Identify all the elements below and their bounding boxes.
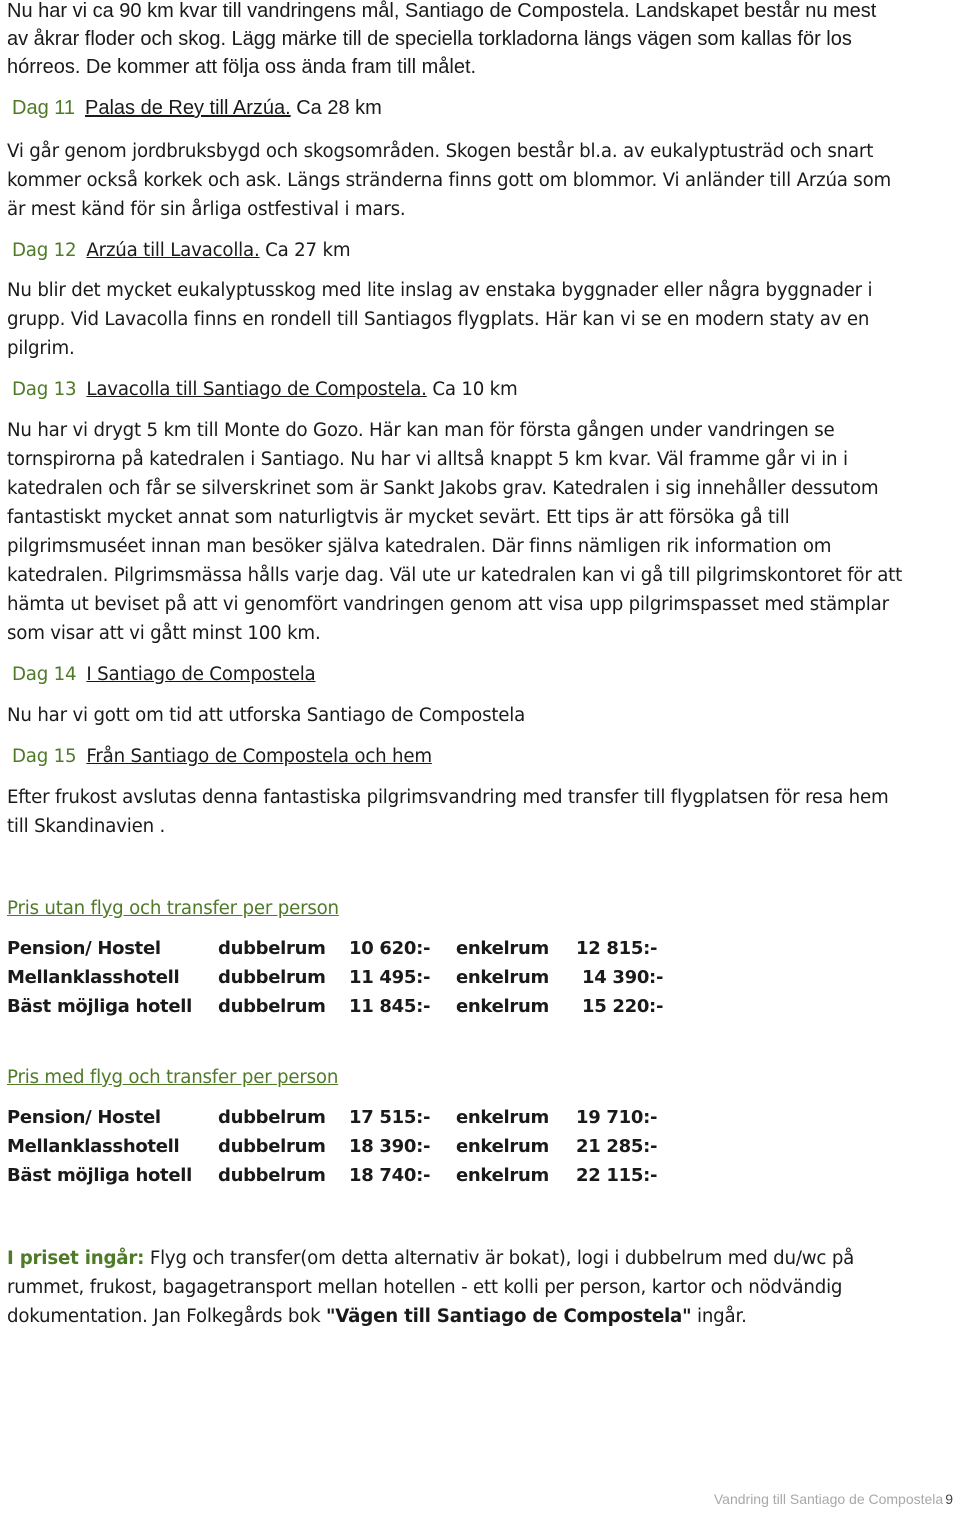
single-label-cell: enkelrum bbox=[456, 1165, 549, 1186]
text-line: Vi går genom jordbruksbygd och skogsområden. Skogen består bl.a. av eukalyptusträd och snart bbox=[7, 141, 874, 162]
double-price-cell: 11 845:- bbox=[349, 996, 431, 1017]
single-price-cell: 19 710:- bbox=[576, 1107, 658, 1128]
day-distance: Ca 27 km bbox=[259, 240, 351, 261]
double-label-cell: dubbelrum bbox=[218, 996, 326, 1017]
day-13-heading bbox=[7, 375, 518, 404]
day-14-heading bbox=[7, 660, 316, 689]
double-label-cell: dubbelrum bbox=[218, 1165, 326, 1186]
table-row bbox=[7, 992, 686, 1021]
text-line: är mest känd för sin årliga ostfestival i mars. bbox=[7, 199, 406, 220]
day-distance: Ca 10 km bbox=[426, 379, 518, 400]
single-price-cell: 21 285:- bbox=[576, 1136, 658, 1157]
day-route: Palas de Rey till Arzúa. bbox=[85, 97, 291, 119]
double-price-cell: 10 620:- bbox=[349, 938, 431, 959]
day-15-text bbox=[7, 783, 889, 841]
category-cell: Mellanklasshotell bbox=[7, 1136, 180, 1157]
double-label-cell: dubbelrum bbox=[218, 1136, 326, 1157]
text-line: Nu blir det mycket eukalyptusskog med lite inslag av enstaka byggnader eller några byggnader i bbox=[7, 280, 873, 301]
category-cell: Pension/ Hostel bbox=[7, 938, 161, 959]
day-number: Dag 15 bbox=[12, 746, 77, 767]
text-line: fantastiskt mycket annat som naturligtvis är mycket sevärt. Ett tips är att försöka gå till bbox=[7, 507, 790, 528]
day-13-text bbox=[7, 416, 902, 648]
table-row bbox=[7, 1132, 686, 1161]
text-line: katedralen och får se silverskrinet som är Sankt Jakobs grav. Katedralen i sig innehåller dessutom bbox=[7, 478, 879, 499]
category-cell: Pension/ Hostel bbox=[7, 1107, 161, 1128]
double-label-cell: dubbelrum bbox=[218, 967, 326, 988]
text-line: pilgrim. bbox=[7, 338, 75, 359]
single-price-cell: 15 220:- bbox=[576, 996, 664, 1017]
day-number: Dag 11 bbox=[12, 97, 76, 119]
text-line: grupp. Vid Lavacolla finns en rondell till Santiagos flygplats. Här kan vi se en modern staty av en bbox=[7, 309, 870, 330]
book-title: "Vägen till Santiago de Compostela" bbox=[326, 1306, 692, 1327]
category-cell: Bäst möjliga hotell bbox=[7, 1165, 193, 1186]
day-14-text bbox=[7, 701, 525, 730]
single-price-cell: 14 390:- bbox=[576, 967, 664, 988]
text-line: katedralen. Pilgrimsmässa hålls varje dag. Väl ute ur katedralen kan vi gå till pilgrimskontoret för att bbox=[7, 565, 903, 586]
text-line: rummet, frukost, bagagetransport mellan hotellen - ett kolli per person, kartor och nödvändig bbox=[7, 1277, 843, 1298]
double-price-cell: 17 515:- bbox=[349, 1107, 431, 1128]
text-line: som visar att vi gått minst 100 km. bbox=[7, 623, 321, 644]
text-line: tornspirorna på katedralen i Santiago. Nu har vi alltså knappt 5 km kvar. Väl framme går vi in i bbox=[7, 449, 848, 470]
single-label-cell: enkelrum bbox=[456, 996, 549, 1017]
day-route: Arzúa till Lavacolla. bbox=[86, 240, 260, 261]
intro-paragraph bbox=[7, 0, 876, 81]
day-12-text bbox=[7, 276, 872, 363]
text-line: hämta ut beviset på att vi genomfört vandringen genom att visa upp pilgrimspasset med stämplar bbox=[7, 594, 889, 615]
single-label-cell: enkelrum bbox=[456, 967, 549, 988]
included-text: dokumentation. Jan Folkegårds bok bbox=[7, 1306, 327, 1327]
day-number: Dag 13 bbox=[12, 379, 77, 400]
day-11-text bbox=[7, 137, 891, 224]
table-row bbox=[7, 1161, 686, 1190]
category-cell: Bäst möjliga hotell bbox=[7, 996, 193, 1017]
day-12-heading bbox=[7, 236, 350, 265]
double-label-cell: dubbelrum bbox=[218, 938, 326, 959]
category-cell: Mellanklasshotell bbox=[7, 967, 180, 988]
day-route: I Santiago de Compostela bbox=[86, 664, 316, 685]
double-price-cell: 18 740:- bbox=[349, 1165, 431, 1186]
double-label-cell: dubbelrum bbox=[218, 1107, 326, 1128]
included-paragraph bbox=[7, 1244, 854, 1331]
double-price-cell: 11 495:- bbox=[349, 967, 431, 988]
table-row bbox=[7, 963, 686, 992]
day-number: Dag 12 bbox=[12, 240, 77, 261]
single-price-cell: 22 115:- bbox=[576, 1165, 658, 1186]
text-line: Efter frukost avslutas denna fantastiska pilgrimsvandring med transfer till flygplatsen för resa hem bbox=[7, 787, 889, 808]
table-row bbox=[7, 934, 686, 963]
text-line: till Skandinavien . bbox=[7, 816, 166, 837]
included-text: Flyg och transfer(om detta alternativ är bokat), logi i dubbelrum med du/wc på bbox=[144, 1248, 855, 1269]
intro-line: av åkrar floder och skog. Lägg märke till de speciella torkladorna längs vägen som kallas för los bbox=[7, 28, 852, 50]
included-text: ingår. bbox=[691, 1306, 747, 1327]
prices-without-flight-heading: Pris utan flyg och transfer per person bbox=[7, 898, 339, 919]
prices-with-flight-heading: Pris med flyg och transfer per person bbox=[7, 1067, 339, 1088]
intro-line: Nu har vi ca 90 km kvar till vandringens mål, Santiago de Compostela. Landskapet består nu mest bbox=[7, 0, 877, 22]
text-line: Nu har vi gott om tid att utforska Santiago de Compostela bbox=[7, 705, 526, 726]
prices-without-flight-table bbox=[7, 934, 686, 1021]
text-line: pilgrimsmuséet innan man besöker själva katedralen. Där finns nämligen rik information om bbox=[7, 536, 832, 557]
intro-line: hórreos. De kommer att följa oss ända fram till målet. bbox=[7, 56, 477, 78]
page-number: 9 bbox=[945, 1491, 953, 1507]
single-label-cell: enkelrum bbox=[456, 938, 549, 959]
text-line bbox=[7, 1244, 854, 1273]
day-15-heading bbox=[7, 742, 432, 771]
prices-with-flight-table bbox=[7, 1103, 686, 1190]
footer-title: Vandring till Santiago de Compostela bbox=[713, 1491, 944, 1507]
page-footer bbox=[714, 1491, 953, 1507]
day-number: Dag 14 bbox=[12, 664, 77, 685]
day-11-heading bbox=[7, 94, 382, 123]
day-route: Från Santiago de Compostela och hem bbox=[86, 746, 432, 767]
single-label-cell: enkelrum bbox=[456, 1136, 549, 1157]
single-price-cell: 12 815:- bbox=[576, 938, 658, 959]
double-price-cell: 18 390:- bbox=[349, 1136, 431, 1157]
day-distance: Ca 28 km bbox=[290, 97, 382, 119]
text-line bbox=[7, 1302, 854, 1331]
text-line: kommer också korkek och ask. Längs stränderna finns gott om blommor. Vi anländer till Arzúa som bbox=[7, 170, 892, 191]
table-row bbox=[7, 1103, 686, 1132]
included-label: I priset ingår: bbox=[7, 1248, 145, 1269]
single-label-cell: enkelrum bbox=[456, 1107, 549, 1128]
text-line: Nu har vi drygt 5 km till Monte do Gozo. Här kan man för första gången under vandringen se bbox=[7, 420, 835, 441]
day-route: Lavacolla till Santiago de Compostela. bbox=[86, 379, 427, 400]
